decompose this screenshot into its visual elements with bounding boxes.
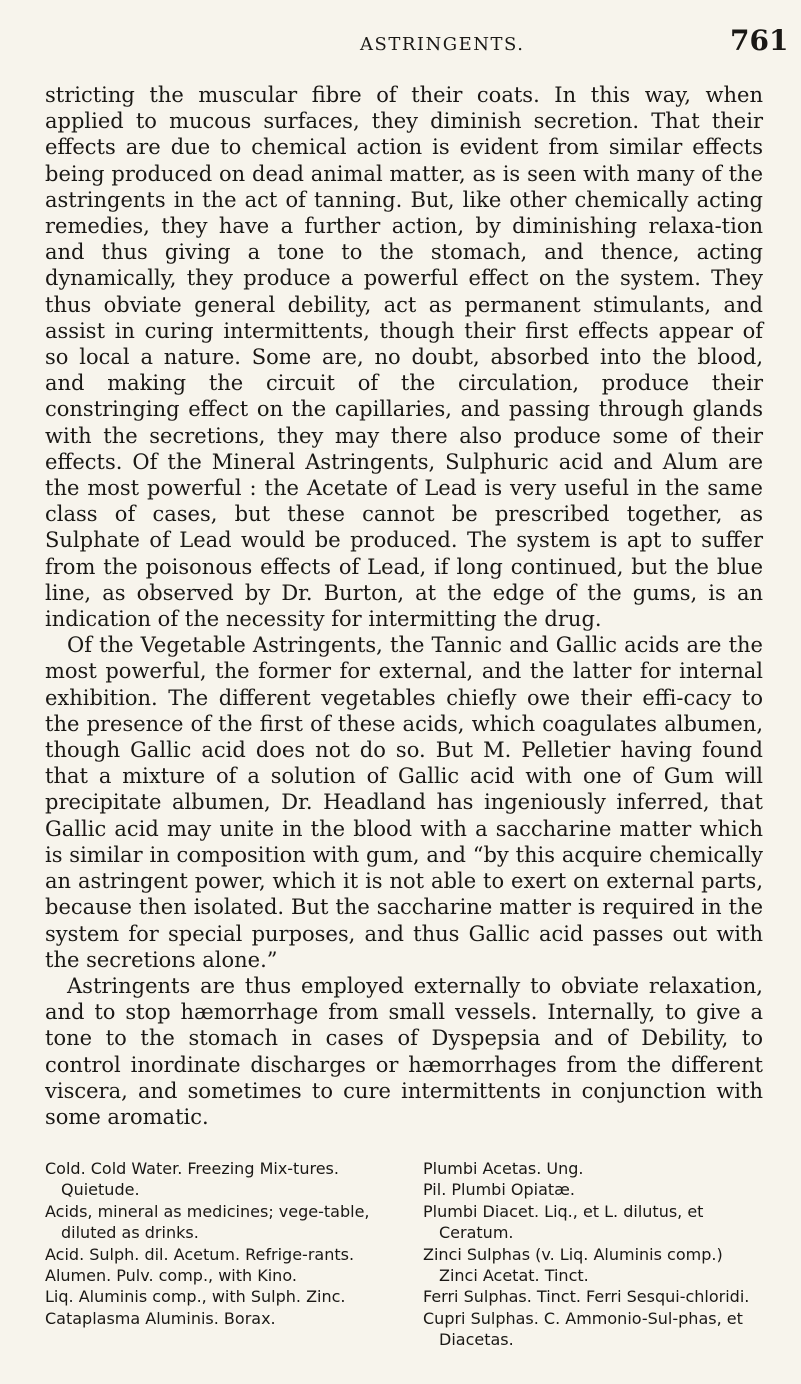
- body-text: [45, 82, 763, 1130]
- paragraph: Astringents are thus employed externally to obviate relaxation, and to stop hæmorrhage from small vessels. Internally, to give a tone to the stomach in cases of Dyspepsia and of Debility, to control inordinate discharges or hæmorrhages from the different viscera, and sometimes to cure intermittents in conjunction with some aromatic.: [45, 973, 763, 1129]
- list-item: Zinci Sulphas (v. Liq. Aluminis comp.) Zinci Acetat. Tinct.: [423, 1244, 723, 1286]
- header-title: ASTRINGENTS.: [360, 34, 525, 55]
- list-item: Plumbi Diacet. Liq., et L. dilutus, et Ceratum.: [423, 1201, 704, 1243]
- list-item: Plumbi Acetas. Ung.: [423, 1159, 584, 1178]
- list-item: Ferri Sulphas. Tinct. Ferri Sesqui-chloridi.: [423, 1287, 750, 1307]
- page-number: 761: [730, 24, 789, 57]
- remedy-list: [45, 1158, 763, 1351]
- running-head: [0, 24, 801, 64]
- list-item: Cupri Sulphas. C. Ammonio-Sul-phas, et Diacetas.: [423, 1308, 743, 1350]
- list-item: Liq. Aluminis comp., with Sulph. Zinc.: [45, 1287, 346, 1307]
- remedy-list-right: [423, 1158, 763, 1351]
- list-item: Cold. Cold Water. Freezing Mix-tures. Quietude.: [45, 1159, 339, 1200]
- list-item: Pil. Plumbi Opiatæ.: [423, 1180, 575, 1200]
- paragraph: Of the Vegetable Astringents, the Tannic and Gallic acids are the most powerful, the former for external, and the latter for internal exhibition. The different vegetables chiefly owe their effi-cacy to the presence of the first of these acids, which coagulates albumen, though Gallic acid does not do so. But M. Pelletier having found that a mixture of a solution of Gallic acid with one of Gum will precipitate albumen, Dr. Headland has ingeniously inferred, that Gallic acid may unite in the blood with a saccharine matter which is similar in composition with gum, and “by this acquire chemically an astringent power, which it is not able to exert on external parts, because then isolated. But the saccharine matter is required in the system for special purposes, and thus Gallic acid passes out with the secretions alone.”: [45, 633, 763, 972]
- list-item: Cataplasma Aluminis. Borax.: [45, 1308, 276, 1328]
- list-item: Acids, mineral as medicines; vege-table, diluted as drinks.: [45, 1201, 370, 1243]
- list-item: Acid. Sulph. dil. Acetum. Refrige-rants.: [45, 1244, 355, 1264]
- paragraph: stricting the muscular fibre of their coats. In this way, when applied to mucous surfaces, they diminish secretion. That their effects are due to chemical action is evident from similar effects being produced on dead animal matter, as is seen with many of the astringents in the act of tanning. But, like other chemically acting remedies, they have a further action, by diminishing relaxa-tion and thus giving a tone to the stomach, and thence, acting dynamically, they produce a powerful effect on the system. They thus obviate general debility, act as permanent stimulants, and assist in curing intermittents, though their first effects appear of so local a nature. Some are, no doubt, absorbed into the blood, and making the circuit of the circulation, produce their constringing effect on the capillaries, and passing through glands with the secretions, they may there also produce some of their effects. Of the Mineral Astringents, Sulphuric acid and Alum are the most powerful : the Acetate of Lead is very useful in the same class of cases, but these cannot be prescribed together, as Sulphate of Lead would be produced. The system is apt to suffer from the poisonous effects of Lead, if long continued, but the blue line, as observed by Dr. Burton, at the edge of the gums, is an indication of the necessity for intermitting the drug.: [45, 83, 763, 632]
- remedy-list-left: [45, 1158, 385, 1351]
- list-item: Alumen. Pulv. comp., with Kino.: [45, 1266, 297, 1286]
